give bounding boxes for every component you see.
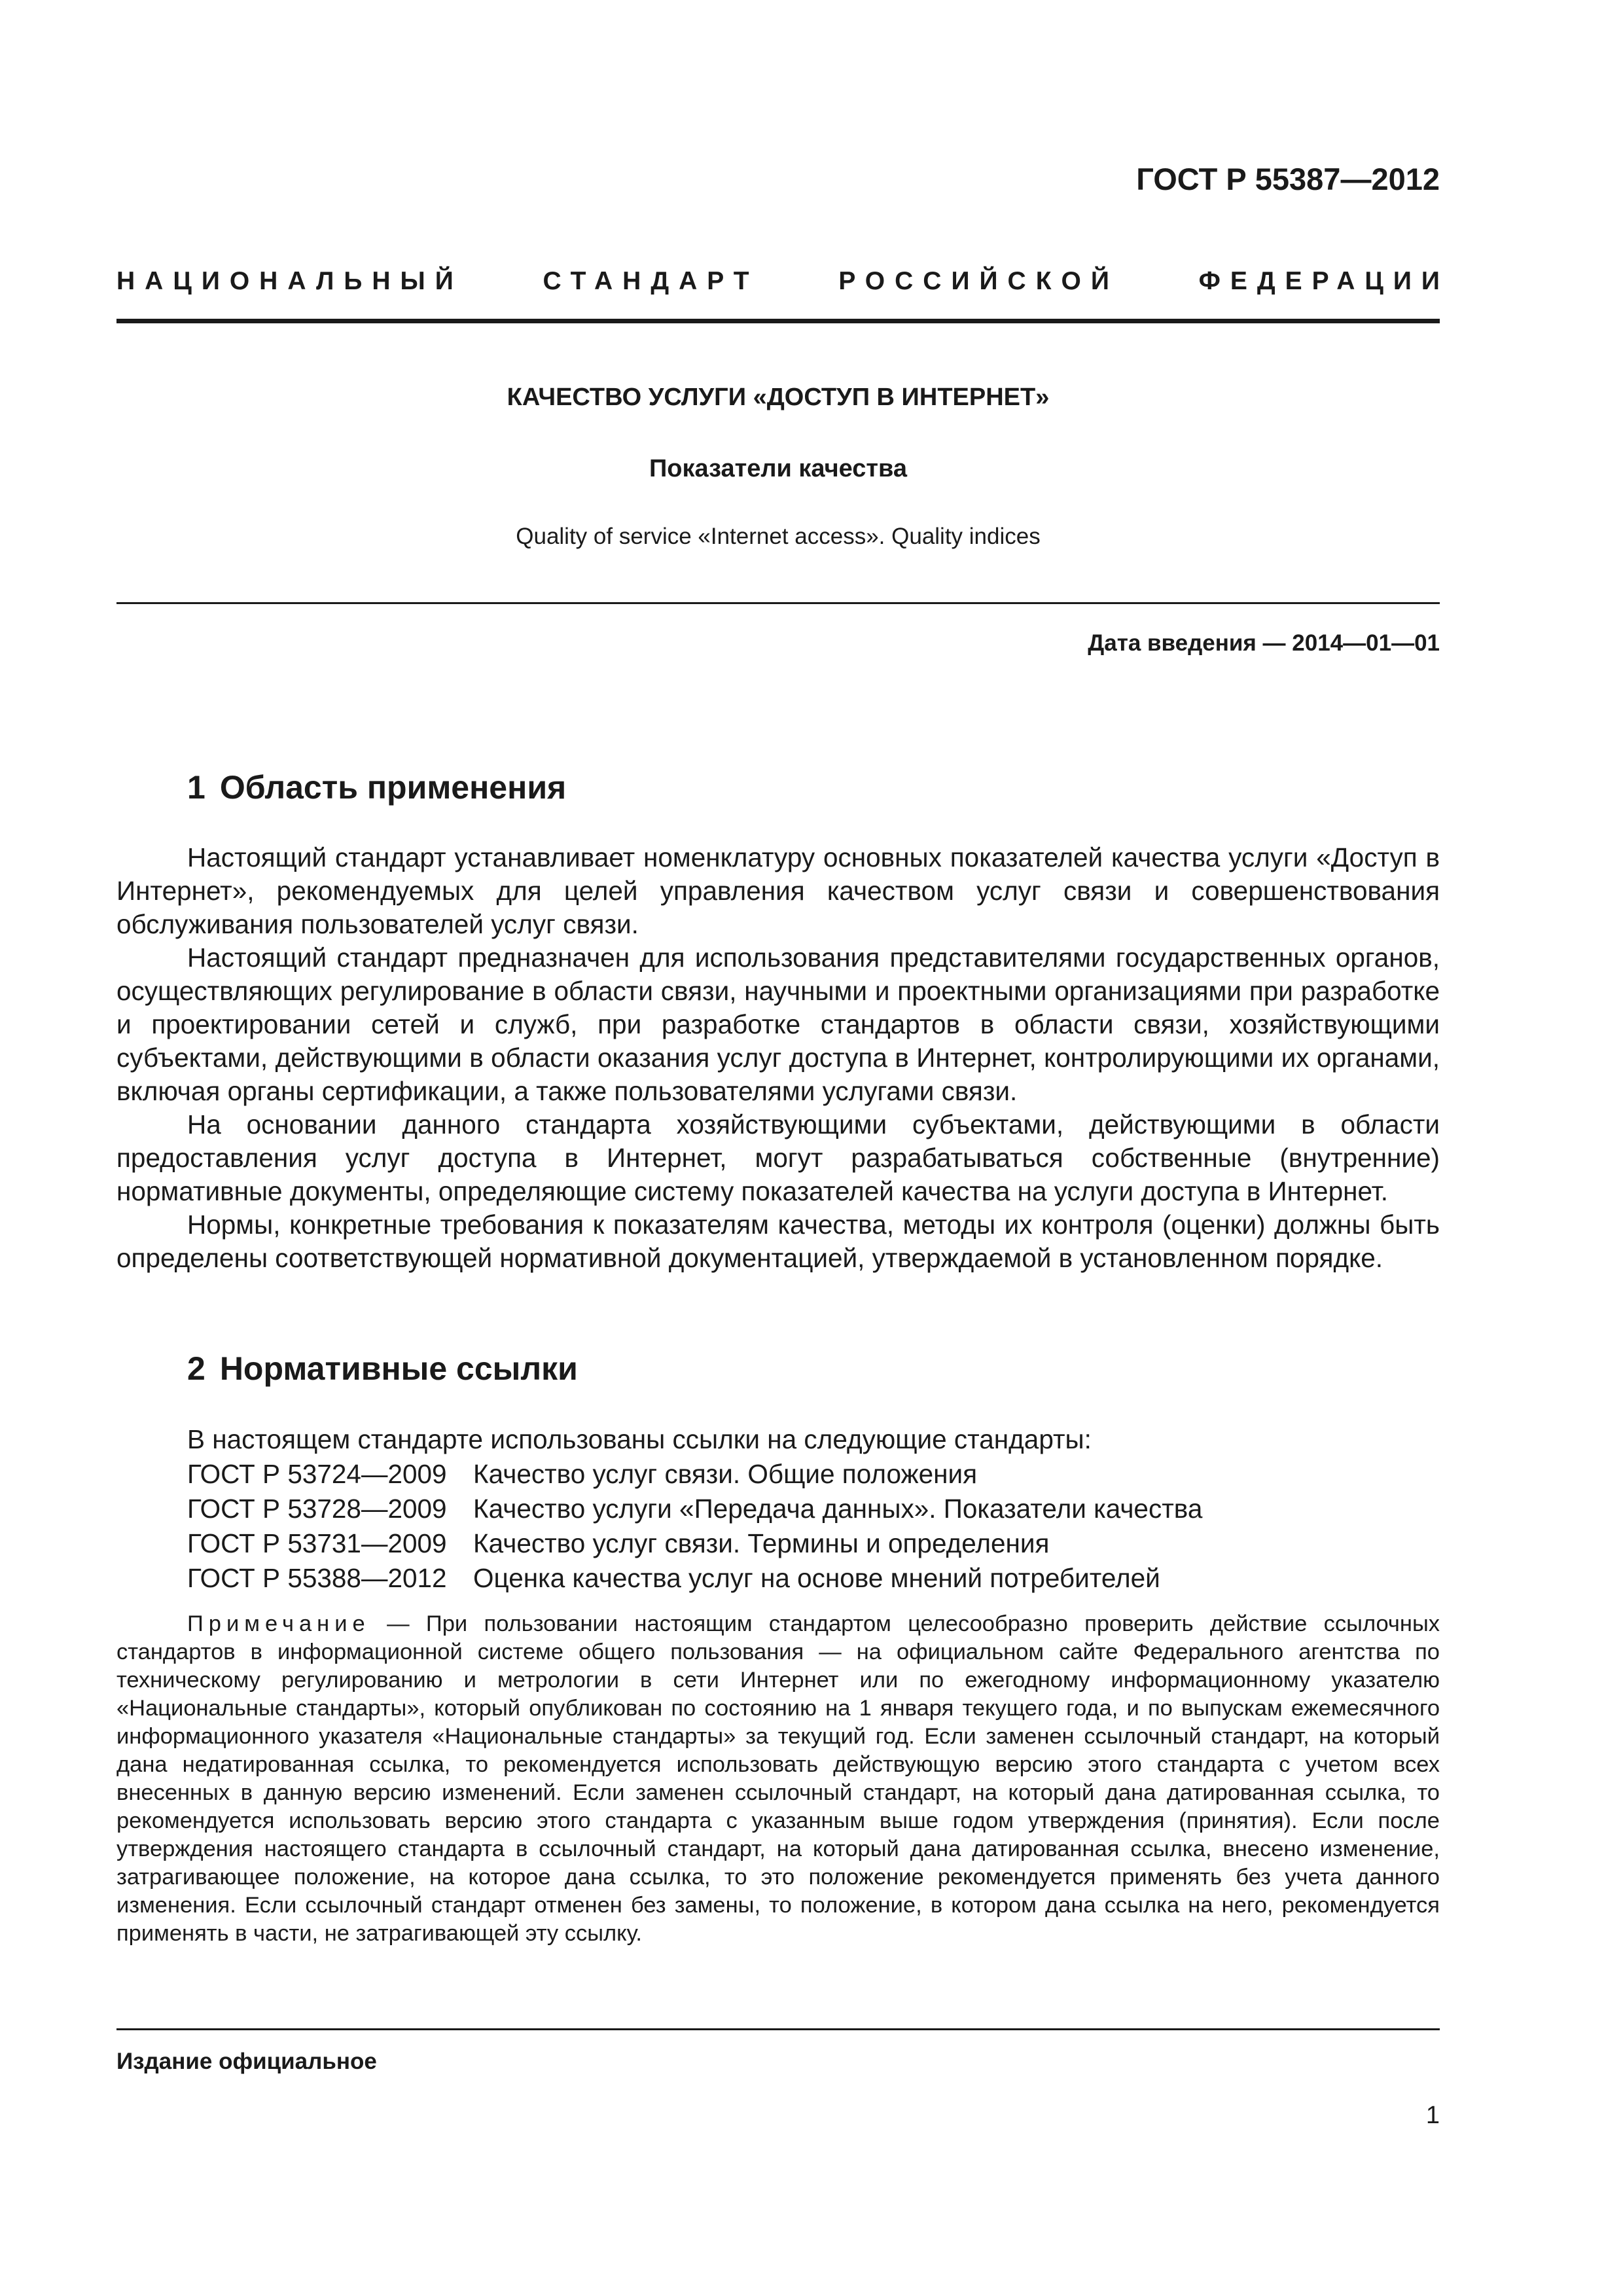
section-number: 1	[187, 769, 205, 806]
reference-item	[187, 1492, 1440, 1526]
reference-code: ГОСТ Р 55388—2012	[187, 1563, 447, 1593]
reference-item	[187, 1526, 1440, 1561]
paragraph: Нормы, конкретные требования к показателям качества, методы их контроля (оценки) должны быть определены соответствующей нормативной документацией, утверждаемой в установленном порядке.	[116, 1210, 1440, 1273]
references-note	[116, 1610, 1440, 1948]
section-title: Нормативные ссылки	[219, 1350, 578, 1387]
introduction-date: Дата введения — 2014—01—01	[1088, 630, 1440, 656]
reference-title: Качество услуг связи. Термины и определения	[473, 1528, 1050, 1558]
english-title: Quality of service «Internet access». Quality indices	[516, 524, 1041, 549]
reference-title: Качество услуги «Передача данных». Показатели качества	[473, 1494, 1203, 1524]
reference-item	[187, 1457, 1440, 1492]
reference-code: ГОСТ Р 53728—2009	[187, 1494, 447, 1524]
banner-word: ФЕДЕРАЦИИ	[1198, 267, 1450, 295]
note-text: — При пользовании настоящим стандартом целесообразно проверить действие ссылочных стандартов в информационной системе общего пользования — на официальном сайте Федерального агентства по техническому регулированию и метрологии в сети Интернет или по ежегодному информационному указателю «Национальные стандарты», который опубликован по состоянию на 1 января текущего года, и по выпускам ежемесячного информационного указателя «Национальные стандарты» за текущий год. Если заменен ссылочный стандарт, на который дана недатированная ссылка, то рекомендуется использовать действующую версию этого стандарта с учетом всех внесенных в данную версию изменений. Если заменен ссылочный стандарт, на который дана датированная ссылка, то рекомендуется использовать версию этого стандарта с указанным выше годом утверждения (принятия). Если после утверждения настоящего стандарта в ссылочный стандарт, на который дана датированная ссылка, внесено изменение, затрагивающее положение, на которое дана ссылка, то это положение рекомендуется применять без учета данного изменения. Если ссылочный стандарт отменен без замены, то положение, в котором дана ссылка на него, рекомендуется применять в части, не затрагивающей эту ссылку.	[116, 1611, 1440, 1946]
references-intro: В настоящем стандарте использованы ссылки на следующие стандарты:	[187, 1424, 1092, 1454]
header-divider	[116, 319, 1440, 323]
section-heading-references	[187, 1350, 578, 1388]
national-standard-banner	[116, 267, 1450, 296]
reference-title: Оценка качества услуг на основе мнений потребителей	[473, 1563, 1160, 1593]
reference-code: ГОСТ Р 53724—2009	[187, 1459, 447, 1489]
document-title: КАЧЕСТВО УСЛУГИ «ДОСТУП В ИНТЕРНЕТ»	[507, 384, 1050, 411]
banner-word: НАЦИОНАЛЬНЫЙ	[116, 267, 463, 295]
section-body-scope	[116, 841, 1440, 1275]
banner-word: РОССИЙСКОЙ	[838, 267, 1119, 295]
title-divider	[116, 602, 1440, 604]
reference-title: Качество услуг связи. Общие положения	[473, 1459, 978, 1489]
paragraph: Настоящий стандарт предназначен для использования представителями государственных органов, осуществляющих регулирование в области связи, научными и проектными организациями при разработке и проектировании сетей и служб, при разработке стандартов в области связи, хозяйствующими субъектами, действующими в области оказания услуг доступа в Интернет, контролирующими их органами, включая органы сертификации, а также пользователями услугами связи.	[116, 942, 1440, 1106]
note-label: Примечание	[187, 1611, 370, 1636]
document-code: ГОСТ Р 55387—2012	[1136, 162, 1440, 196]
document-subtitle: Показатели качества	[649, 455, 908, 482]
page-number: 1	[1425, 2102, 1440, 2129]
references-list	[187, 1422, 1440, 1596]
section-title: Область применения	[219, 769, 567, 806]
reference-code: ГОСТ Р 53731—2009	[187, 1528, 447, 1558]
paragraph: На основании данного стандарта хозяйствующими субъектами, действующими в области предоставления услуг доступа в Интернет, могут разрабатываться собственные (внутренние) нормативные документы, определяющие систему показателей качества на услуги доступа в Интернет.	[116, 1109, 1440, 1206]
section-number: 2	[187, 1350, 205, 1387]
edition-label: Издание официальное	[116, 2049, 377, 2074]
banner-word: СТАНДАРТ	[543, 267, 759, 295]
reference-item	[187, 1561, 1440, 1596]
section-heading-scope	[187, 768, 566, 806]
paragraph: Настоящий стандарт устанавливает номенклатуру основных показателей качества услуги «Доступ в Интернет», рекомендуемых для целей управления качеством услуг связи и совершенствования обслуживания пользователей услуг связи.	[116, 842, 1440, 939]
document-page	[116, 0, 1450, 2296]
footer-divider	[116, 2028, 1440, 2030]
